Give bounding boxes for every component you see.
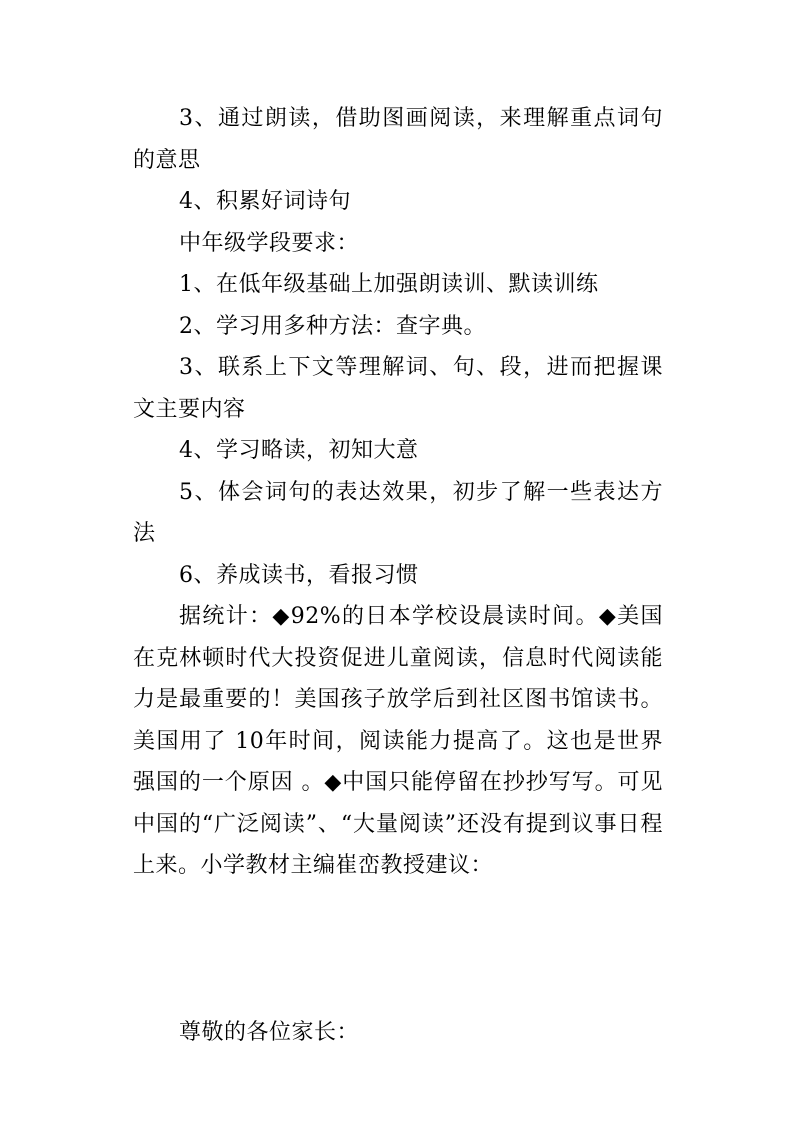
paragraph-reading-goal-4: 4、积累好词诗句 bbox=[179, 189, 351, 214]
paragraph-middle-goal-2: 2、学习用多种方法：查字典。 bbox=[179, 313, 486, 339]
paragraph-middle-goal-3: 3、联系上下文等理解词、句、段，进而把握课文主要内容 bbox=[133, 355, 663, 422]
paragraph-middle-goal-6: 6、养成读书，看报习惯 bbox=[179, 562, 419, 588]
paragraph-statistics: 据统计：◆92%的日本学校设晨读时间。◆美国在克林顿时代大投资促进儿童阅读，信息时代阅读能力是最重要的！美国孩子放学后到社区图书馆读书。美国用了 10年时间，阅读能力提高了。这也是世界强国的一个原因 。◆中国只能停留在抄抄写写。可见中国的“广泛阅读”、“大量阅读”还没有提到议事日程上来。小学教材主编崔峦教授建议： bbox=[133, 604, 663, 878]
paragraph-middle-goal-1: 1、在低年级基础上加强朗读训、默读训练 bbox=[179, 272, 599, 297]
paragraph-middle-goal-4: 4、学习略读，初知大意 bbox=[179, 438, 419, 463]
paragraph-reading-goal-3: 3、通过朗读，借助图画阅读，来理解重点词句的意思 bbox=[133, 106, 663, 173]
paragraph-spacer bbox=[133, 887, 663, 1012]
document-body bbox=[133, 98, 663, 1053]
paragraph-middle-goal-5: 5、体会词句的表达效果，初步了解一些表达方法 bbox=[133, 479, 663, 546]
salutation: 尊敬的各位家长： bbox=[179, 1019, 360, 1045]
paragraph-middle-grade-heading: 中年级学段要求： bbox=[179, 230, 360, 256]
